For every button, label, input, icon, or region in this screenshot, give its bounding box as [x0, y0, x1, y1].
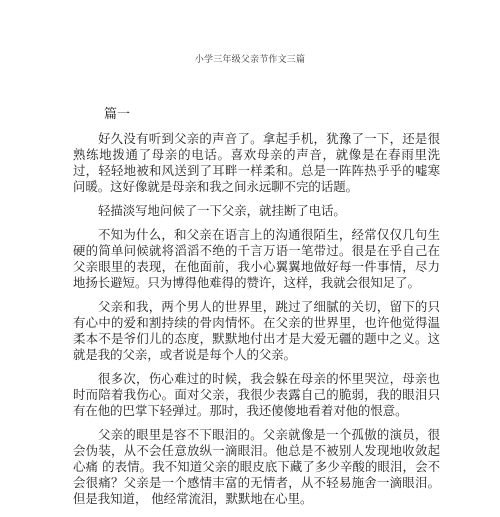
document-title: 小学三年级父亲节作文三篇	[194, 55, 306, 65]
paragraph: 父亲的眼里是容不下眼泪的。父亲就像是一个孤傲的演员，很会伪装，从不会任意放纵一滴眼泪。他总是不被别人发现地收敛起心痛 的表情。我不知道父亲的眼皮底下藏了多少辛酸的眼泪，会不会很痛？父亲是一个感情丰富的无情者，从不轻易施舍一滴眼泪。但是我知道， 他经常流泪，默默地在心里。	[73, 427, 440, 506]
section-heading: 篇一	[104, 107, 131, 122]
paragraph: 好久没有听到父亲的声音了。拿起手机，犹豫了一下，还是很熟练地拨通了母亲的电话。喜欢母亲的声音，就像是在春雨里洗过，轻轻地被和风送到了耳畔一样柔和。总是一阵阵热乎乎的嘘寒问暖。这好像就是母亲和我之间永远聊不完的话题。	[73, 131, 440, 194]
paragraph: 很多次，伤心难过的时候，我会躲在母亲的怀里哭泣，母亲也时而陪着我伤心。面对父亲，我很少表露自己的脆弱，我的眼泪只有在他的巴掌下轻弹过。那时，我还傻傻地看着对他的恨意。	[73, 371, 440, 418]
document-body	[73, 131, 440, 515]
paragraph: 不知为什么，和父亲在语言上的沟通很陌生，经常仅仅几句生硬的简单问候就将滔滔不绝的千言万语一笔带过。很是在乎自己在父亲眼里的表现，在他面前，我小心翼翼地做好每一件事情，尽力地扬长避短。只为博得他难得的赞许，这样，我就会很知足了。	[73, 227, 440, 290]
paragraph: 轻描淡写地问候了一下父亲，就挂断了电话。	[98, 203, 346, 218]
paragraph: 父亲和我，两个男人的世界里，跳过了细腻的关切，留下的只有心中的爱和割持续的骨肉情怀。在父亲的世界里，也许他觉得温柔本不是爷们儿的态度，默默地付出才是大爱无疆的题中之义。这就是我的父亲，或者说是每个人的父亲。	[73, 299, 440, 362]
